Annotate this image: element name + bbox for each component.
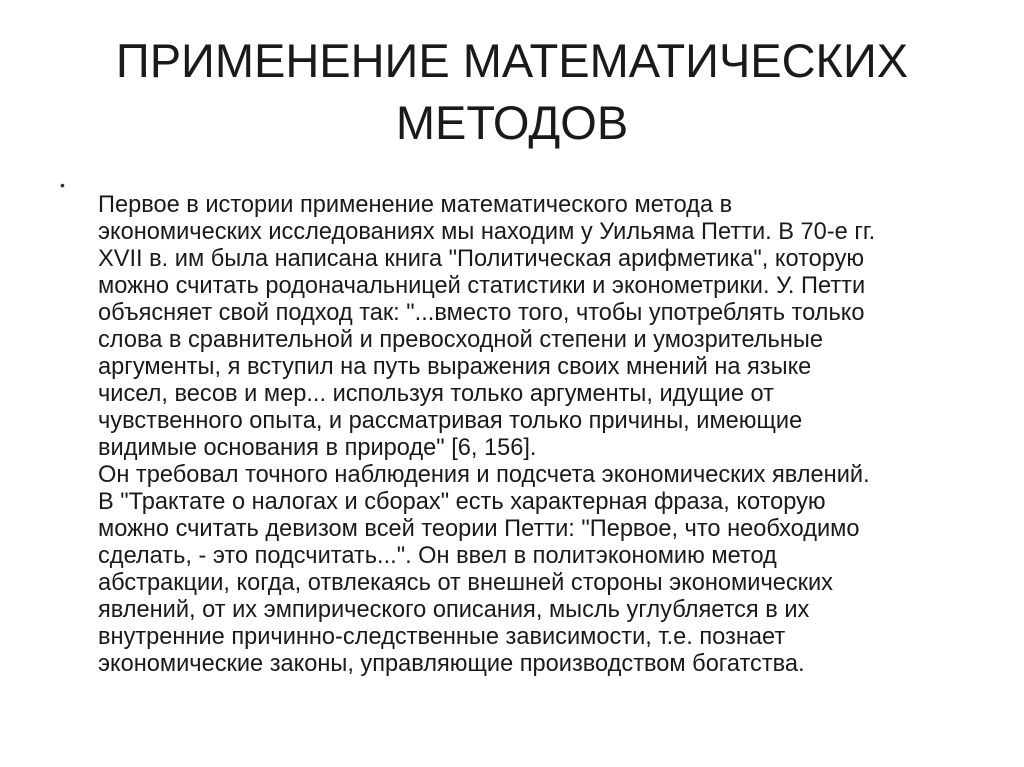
body-line: внутренние причинно-следственные зависимости, т.е. познает — [98, 624, 786, 650]
body-line: XVII в. им была написана книга "Политическая арифметика", которую — [98, 246, 865, 272]
slide-title — [60, 30, 964, 154]
body-line: чисел, весов и мер... используя только аргументы, идущие от — [98, 381, 774, 407]
body-line: абстракции, когда, отвлекаясь от внешней стороны экономических — [98, 570, 833, 596]
body-line: В "Трактате о налогах и сборах" есть характерная фраза, которую — [98, 489, 826, 515]
slide-title-line: ПРИМЕНЕНИЕ МАТЕМАТИЧЕСКИХ — [115, 34, 909, 87]
body-line: явлений, от их эмпирического описания, мысль углубляется в их — [98, 597, 810, 623]
body-line: сделать, - это подсчитать...". Он ввел в политэкономию метод — [98, 543, 777, 569]
body-line: объясняет свой подход так: "...вместо того, чтобы употреблять только — [98, 300, 865, 326]
body-line: экономические законы, управляющие производством богатства. — [98, 651, 805, 677]
body-line: видимые основания в природе" [6, 156]. — [98, 435, 537, 461]
body-line: можно считать девизом всей теории Петти: "Первое, что необходимо — [98, 516, 860, 542]
body-line: экономических исследованиях мы находим у Уильяма Петти. В 70-е гг. — [98, 219, 876, 245]
slide-body-text — [98, 192, 978, 678]
body-line: чувственного опыта, и рассматривая только причины, имеющие — [98, 408, 803, 434]
body-line: слова в сравнительной и превосходной степени и умозрительные — [98, 327, 823, 353]
body-line: Первое в истории применение математического метода в — [98, 192, 733, 218]
body-line: можно считать родоначальницей статистики и эконометрики. У. Петти — [98, 273, 866, 299]
slide-title-line: МЕТОДОВ — [395, 96, 629, 149]
body-line: Он требовал точного наблюдения и подсчета экономических явлений. — [98, 462, 870, 488]
bullet-marker: • — [60, 177, 65, 193]
body-line: аргументы, я вступил на путь выражения своих мнений на языке — [98, 354, 812, 380]
